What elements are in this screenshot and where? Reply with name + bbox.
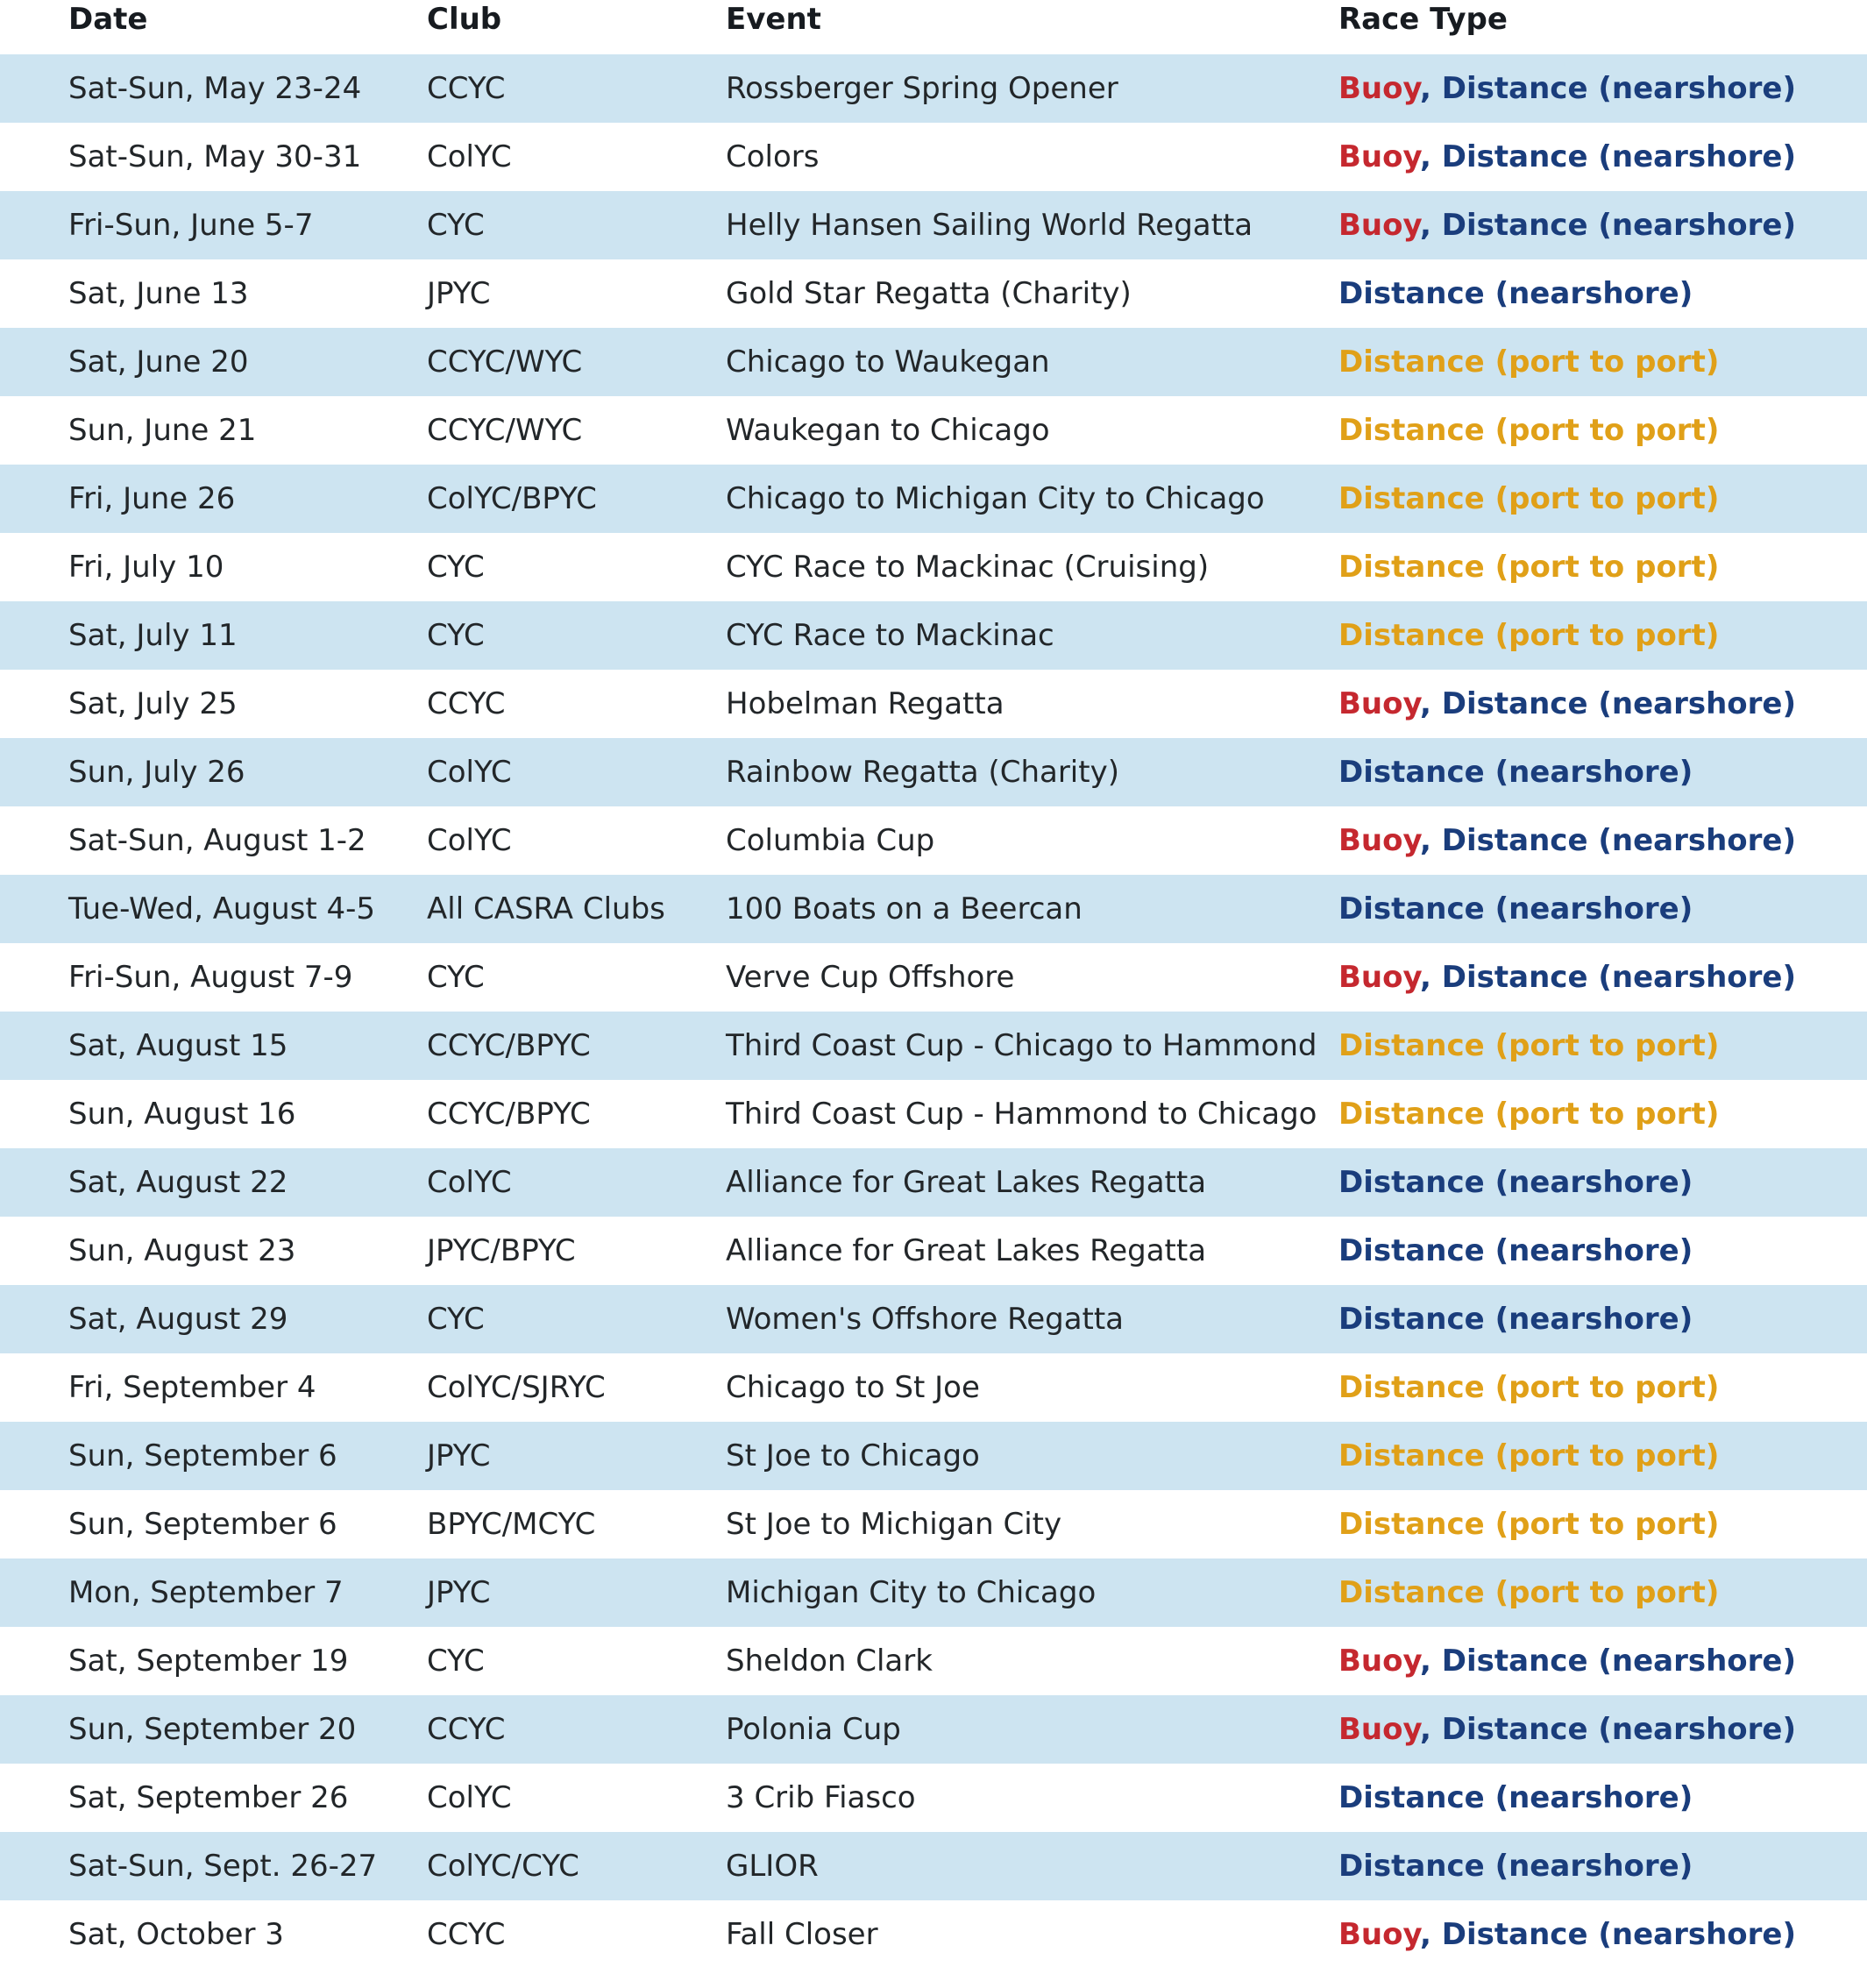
row-date: Sun, July 26 — [68, 755, 245, 790]
row-event: Rossberger Spring Opener — [726, 71, 1118, 106]
row-date: Sat, August 29 — [68, 1302, 288, 1337]
row-race-type — [1338, 1490, 1719, 1558]
row-date: Sun, August 16 — [68, 1097, 296, 1132]
row-event: Women's Offshore Regatta — [726, 1302, 1125, 1337]
race-type-nearshore: Distance (nearshore) — [1338, 891, 1693, 927]
row-date: Sat, August 22 — [68, 1165, 288, 1200]
table-row — [0, 1148, 1867, 1217]
row-date: Fri-Sun, June 5-7 — [68, 208, 314, 243]
row-event: Chicago to Michigan City to Chicago — [726, 481, 1265, 516]
row-race-type — [1338, 1627, 1796, 1695]
row-club: JPYC — [427, 1438, 491, 1473]
row-race-type — [1338, 670, 1796, 738]
table-row — [0, 465, 1867, 533]
row-event: Chicago to St Joe — [726, 1370, 980, 1405]
row-club: CCYC/WYC — [427, 413, 583, 448]
row-club: CCYC — [427, 1712, 506, 1747]
row-date: Tue-Wed, August 4-5 — [68, 891, 376, 927]
row-event: Verve Cup Offshore — [726, 960, 1015, 995]
row-date: Sun, June 21 — [68, 413, 257, 448]
race-type-port-to-port: Distance (port to port) — [1338, 344, 1720, 380]
row-club: CYC — [427, 618, 485, 653]
row-event: Third Coast Cup - Chicago to Hammond — [726, 1028, 1317, 1063]
row-date: Sat, August 15 — [68, 1028, 288, 1063]
race-type-nearshore: Distance (nearshore) — [1441, 1644, 1797, 1679]
row-event: GLIOR — [726, 1849, 819, 1884]
table-row — [0, 1217, 1867, 1285]
row-date: Sat-Sun, August 1-2 — [68, 823, 366, 858]
row-date: Fri, September 4 — [68, 1370, 316, 1405]
row-club: CYC — [427, 960, 485, 995]
row-event: Polonia Cup — [726, 1712, 901, 1747]
row-club: BPYC/MCYC — [427, 1507, 596, 1542]
row-club: ColYC — [427, 755, 512, 790]
row-event: Waukegan to Chicago — [726, 413, 1050, 448]
row-date: Sat, July 11 — [68, 618, 238, 653]
table-row — [0, 1490, 1867, 1558]
race-type-separator: , — [1420, 1712, 1442, 1747]
table-row — [0, 670, 1867, 738]
race-type-port-to-port: Distance (port to port) — [1338, 1370, 1720, 1405]
race-type-buoy: Buoy — [1338, 686, 1421, 721]
race-type-nearshore: Distance (nearshore) — [1338, 1780, 1693, 1815]
row-event: St Joe to Chicago — [726, 1438, 980, 1473]
row-date: Sat, October 3 — [68, 1917, 284, 1952]
row-race-type — [1338, 1012, 1719, 1080]
row-event: Chicago to Waukegan — [726, 344, 1050, 380]
row-race-type — [1338, 943, 1796, 1012]
race-type-separator: , — [1420, 823, 1442, 858]
race-type-separator: , — [1420, 1917, 1442, 1952]
race-type-separator: , — [1420, 208, 1442, 243]
race-type-buoy: Buoy — [1338, 208, 1421, 243]
header-event: Event — [726, 2, 821, 37]
row-event: Alliance for Great Lakes Regatta — [726, 1165, 1207, 1200]
race-type-nearshore: Distance (nearshore) — [1441, 208, 1797, 243]
row-club: CYC — [427, 550, 485, 585]
row-event: Third Coast Cup - Hammond to Chicago — [726, 1097, 1317, 1132]
row-date: Sat-Sun, Sept. 26-27 — [68, 1849, 378, 1884]
race-type-port-to-port: Distance (port to port) — [1338, 413, 1720, 448]
race-type-port-to-port: Distance (port to port) — [1338, 1507, 1720, 1542]
row-race-type — [1338, 533, 1719, 601]
row-event: St Joe to Michigan City — [726, 1507, 1062, 1542]
table-row — [0, 533, 1867, 601]
row-race-type — [1338, 396, 1719, 465]
row-event: Columbia Cup — [726, 823, 935, 858]
race-type-separator: , — [1420, 71, 1442, 106]
row-event: Michigan City to Chicago — [726, 1575, 1097, 1610]
row-event: Rainbow Regatta (Charity) — [726, 755, 1119, 790]
header-club: Club — [427, 2, 502, 37]
row-date: Sat, September 19 — [68, 1644, 349, 1679]
row-club: CYC — [427, 208, 485, 243]
row-race-type — [1338, 259, 1693, 328]
row-event: 100 Boats on a Beercan — [726, 891, 1083, 927]
table-row — [0, 601, 1867, 670]
race-type-nearshore: Distance (nearshore) — [1441, 960, 1797, 995]
race-type-port-to-port: Distance (port to port) — [1338, 618, 1720, 653]
race-type-nearshore: Distance (nearshore) — [1338, 1302, 1693, 1337]
race-type-separator: , — [1420, 1644, 1442, 1679]
row-club: CCYC/BPYC — [427, 1028, 591, 1063]
table-row — [0, 1695, 1867, 1764]
table-row — [0, 1012, 1867, 1080]
row-club: CCYC — [427, 71, 506, 106]
row-club: ColYC/CYC — [427, 1849, 579, 1884]
table-row — [0, 123, 1867, 191]
row-race-type — [1338, 1422, 1719, 1490]
race-type-nearshore: Distance (nearshore) — [1338, 1233, 1693, 1268]
row-club: ColYC/SJRYC — [427, 1370, 606, 1405]
table-row — [0, 1900, 1867, 1969]
table-row — [0, 806, 1867, 875]
row-club: JPYC — [427, 276, 491, 311]
row-date: Sat, September 26 — [68, 1780, 349, 1815]
table-body — [0, 54, 1867, 1969]
table-header — [0, 0, 1867, 54]
row-event: 3 Crib Fiasco — [726, 1780, 916, 1815]
row-club: ColYC — [427, 1165, 512, 1200]
row-club: CCYC — [427, 686, 506, 721]
row-race-type — [1338, 1285, 1693, 1353]
race-type-port-to-port: Distance (port to port) — [1338, 1028, 1720, 1063]
row-race-type — [1338, 875, 1693, 943]
row-event: Colors — [726, 139, 820, 174]
race-type-port-to-port: Distance (port to port) — [1338, 481, 1720, 516]
race-type-nearshore: Distance (nearshore) — [1338, 1849, 1693, 1884]
row-club: JPYC — [427, 1575, 491, 1610]
row-race-type — [1338, 738, 1693, 806]
row-event: Alliance for Great Lakes Regatta — [726, 1233, 1207, 1268]
row-race-type — [1338, 1832, 1693, 1900]
race-type-nearshore: Distance (nearshore) — [1441, 823, 1797, 858]
row-event: Helly Hansen Sailing World Regatta — [726, 208, 1253, 243]
table-row — [0, 396, 1867, 465]
race-type-nearshore: Distance (nearshore) — [1441, 139, 1797, 174]
race-type-port-to-port: Distance (port to port) — [1338, 1575, 1720, 1610]
row-date: Mon, September 7 — [68, 1575, 344, 1610]
row-club: ColYC — [427, 139, 512, 174]
table-row — [0, 1627, 1867, 1695]
race-type-port-to-port: Distance (port to port) — [1338, 1097, 1720, 1132]
race-type-separator: , — [1420, 686, 1442, 721]
row-date: Sat, June 20 — [68, 344, 249, 380]
race-type-buoy: Buoy — [1338, 1917, 1421, 1952]
row-club: ColYC — [427, 823, 512, 858]
table-row — [0, 875, 1867, 943]
row-club: CCYC/WYC — [427, 344, 583, 380]
table-row — [0, 1558, 1867, 1627]
row-date: Sun, September 6 — [68, 1438, 337, 1473]
row-race-type — [1338, 601, 1719, 670]
row-date: Sat-Sun, May 30-31 — [68, 139, 362, 174]
header-race-type: Race Type — [1338, 2, 1508, 37]
table-row — [0, 328, 1867, 396]
table-row — [0, 1080, 1867, 1148]
row-race-type — [1338, 1764, 1693, 1832]
row-race-type — [1338, 1080, 1719, 1148]
row-race-type — [1338, 806, 1796, 875]
row-event: Hobelman Regatta — [726, 686, 1004, 721]
table-row — [0, 1832, 1867, 1900]
table-row — [0, 259, 1867, 328]
race-type-nearshore: Distance (nearshore) — [1338, 1165, 1693, 1200]
row-race-type — [1338, 123, 1796, 191]
row-date: Fri-Sun, August 7-9 — [68, 960, 353, 995]
row-date: Fri, June 26 — [68, 481, 236, 516]
row-event: Fall Closer — [726, 1917, 878, 1952]
row-club: All CASRA Clubs — [427, 891, 665, 927]
row-race-type — [1338, 1217, 1693, 1285]
row-event: Sheldon Clark — [726, 1644, 933, 1679]
row-date: Sat, July 25 — [68, 686, 238, 721]
race-type-separator: , — [1420, 960, 1442, 995]
row-date: Sat, June 13 — [68, 276, 249, 311]
row-event: Gold Star Regatta (Charity) — [726, 276, 1132, 311]
header-date: Date — [68, 2, 148, 37]
row-club: CYC — [427, 1302, 485, 1337]
race-type-buoy: Buoy — [1338, 1712, 1421, 1747]
race-type-nearshore: Distance (nearshore) — [1338, 276, 1693, 311]
race-type-nearshore: Distance (nearshore) — [1338, 755, 1693, 790]
table-row — [0, 54, 1867, 123]
race-type-nearshore: Distance (nearshore) — [1441, 1712, 1797, 1747]
race-type-nearshore: Distance (nearshore) — [1441, 1917, 1797, 1952]
table-row — [0, 1285, 1867, 1353]
table-row — [0, 1764, 1867, 1832]
row-race-type — [1338, 191, 1796, 259]
race-type-nearshore: Distance (nearshore) — [1441, 71, 1797, 106]
row-event: CYC Race to Mackinac (Cruising) — [726, 550, 1210, 585]
row-race-type — [1338, 1558, 1719, 1627]
race-type-buoy: Buoy — [1338, 1644, 1421, 1679]
row-club: CCYC — [427, 1917, 506, 1952]
race-type-buoy: Buoy — [1338, 960, 1421, 995]
row-race-type — [1338, 1695, 1796, 1764]
row-race-type — [1338, 54, 1796, 123]
row-race-type — [1338, 1353, 1719, 1422]
race-type-port-to-port: Distance (port to port) — [1338, 1438, 1720, 1473]
row-date: Sun, September 20 — [68, 1712, 357, 1747]
table-row — [0, 738, 1867, 806]
table-row — [0, 191, 1867, 259]
race-type-port-to-port: Distance (port to port) — [1338, 550, 1720, 585]
row-club: CCYC/BPYC — [427, 1097, 591, 1132]
row-date: Fri, July 10 — [68, 550, 224, 585]
row-club: ColYC — [427, 1780, 512, 1815]
race-type-buoy: Buoy — [1338, 71, 1421, 106]
row-event: CYC Race to Mackinac — [726, 618, 1054, 653]
row-race-type — [1338, 328, 1719, 396]
row-club: JPYC/BPYC — [427, 1233, 576, 1268]
row-date: Sun, September 6 — [68, 1507, 337, 1542]
row-race-type — [1338, 465, 1719, 533]
race-type-buoy: Buoy — [1338, 139, 1421, 174]
row-club: CYC — [427, 1644, 485, 1679]
row-race-type — [1338, 1900, 1796, 1969]
race-type-separator: , — [1420, 139, 1442, 174]
row-date: Sun, August 23 — [68, 1233, 296, 1268]
race-type-buoy: Buoy — [1338, 823, 1421, 858]
race-type-nearshore: Distance (nearshore) — [1441, 686, 1797, 721]
row-race-type — [1338, 1148, 1693, 1217]
table-row — [0, 943, 1867, 1012]
table-row — [0, 1353, 1867, 1422]
row-club: ColYC/BPYC — [427, 481, 597, 516]
table-row — [0, 1422, 1867, 1490]
row-date: Sat-Sun, May 23-24 — [68, 71, 362, 106]
